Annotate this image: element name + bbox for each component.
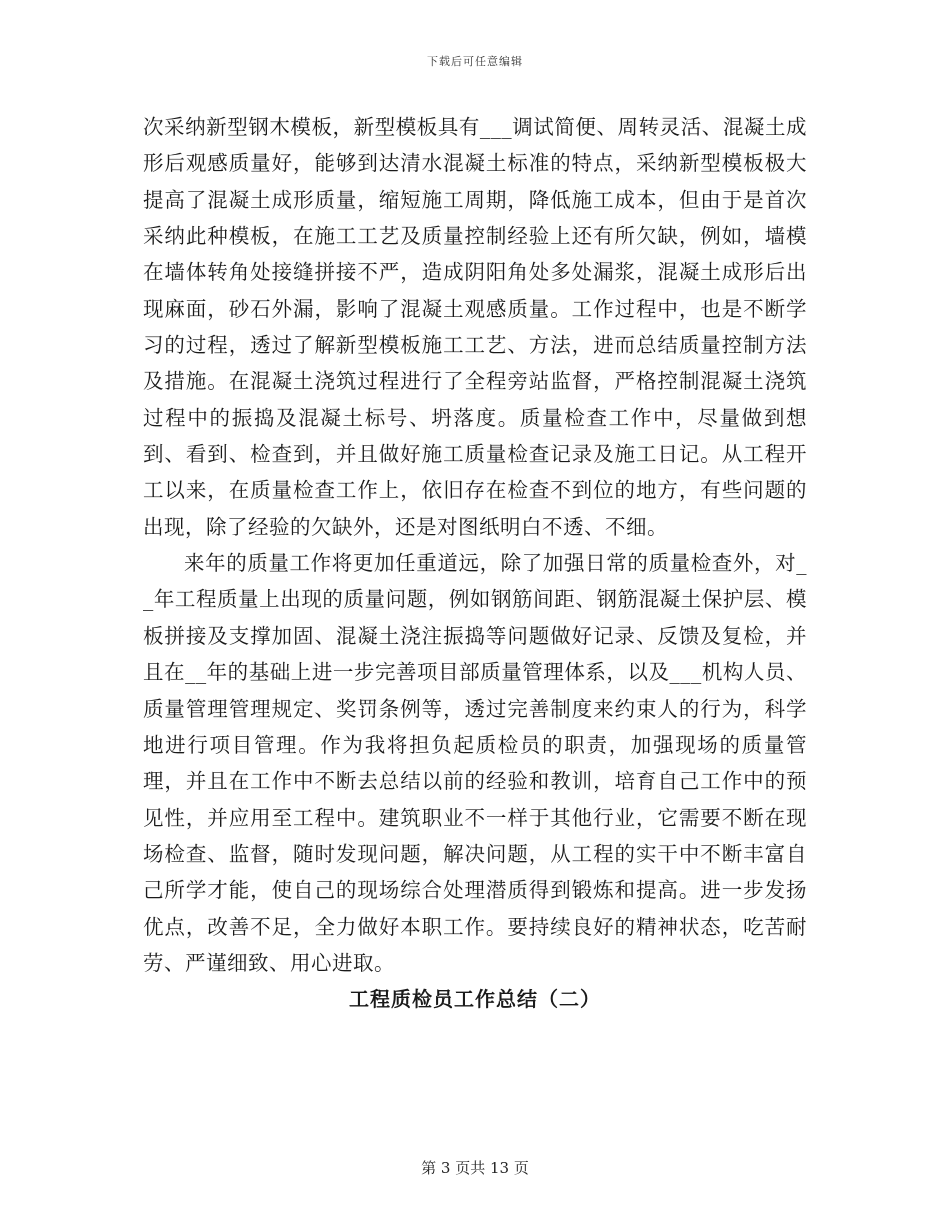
document-body (143, 109, 807, 1017)
section-title: 工程质检员工作总结（二） (349, 987, 601, 1012)
page-header: 下载后可任意编辑 (427, 55, 523, 68)
paragraph-continuation: 次采纳新型钢木模板，新型模板具有___调试简便、周转灵活、混凝土成形后观感质量好，能够到达清水混凝土标准的特点，采纳新型模板极大提高了混凝土成形质量，缩短施工周期，降低施工成本，但由于是首次采纳此种模板，在施工工艺及质量控制经验上还有所欠缺，例如，墙模在墙体转角处接缝拼接不严，造成阴阳角处多处漏浆，混凝土成形后出现麻面，砂石外漏，影响了混凝土观感质量。工作过程中，也是不断学习的过程，透过了解新型模板施工工艺、方法，进而总结质量控制方法及措施。在混凝土浇筑过程进行了全程旁站监督，严格控制混凝土浇筑过程中的振捣及混凝土标号、坍落度。质量检查工作中，尽量做到想到、看到、检查到，并且做好施工质量检查记录及施工日记。从工程开工以来，在质量检查工作上，依旧存在检查不到位的地方，有些问题的出现，除了经验的欠缺外，还是对图纸明白不透、不细。 (143, 115, 807, 539)
paragraph-next-year-plan: 来年的质量工作将更加任重道远，除了加强日常的质量检查外，对__年工程质量上出现的质量问题，例如钢筋间距、钢筋混凝土保护层、模板拼接及支撑加固、混凝土浇注振捣等问题做好记录、反馈及复检，并且在__年的基础上进一步完善项目部质量管理体系，以及___机构人员、质量管理管理规定、奖罚条例等，透过完善制度来约束人的行为，科学地进行项目管理。作为我将担负起质检员的职责，加强现场的质量管理，并且在工作中不断去总结以前的经验和教训，培育自己工作中的预见性，并应用至工程中。建筑职业不一样于其他行业，它需要不断在现场检查、监督，随时发现问题，解决问题，从工程的实干中不断丰富自己所学才能，使自己的现场综合处理潜质得到锻炼和提高。进一步发扬优点，改善不足，全力做好本职工作。要持续良好的精神状态，吃苦耐劳、严谨细致、用心进取。 (143, 551, 807, 975)
page-number: 第 3 页共 13 页 (421, 1159, 529, 1177)
